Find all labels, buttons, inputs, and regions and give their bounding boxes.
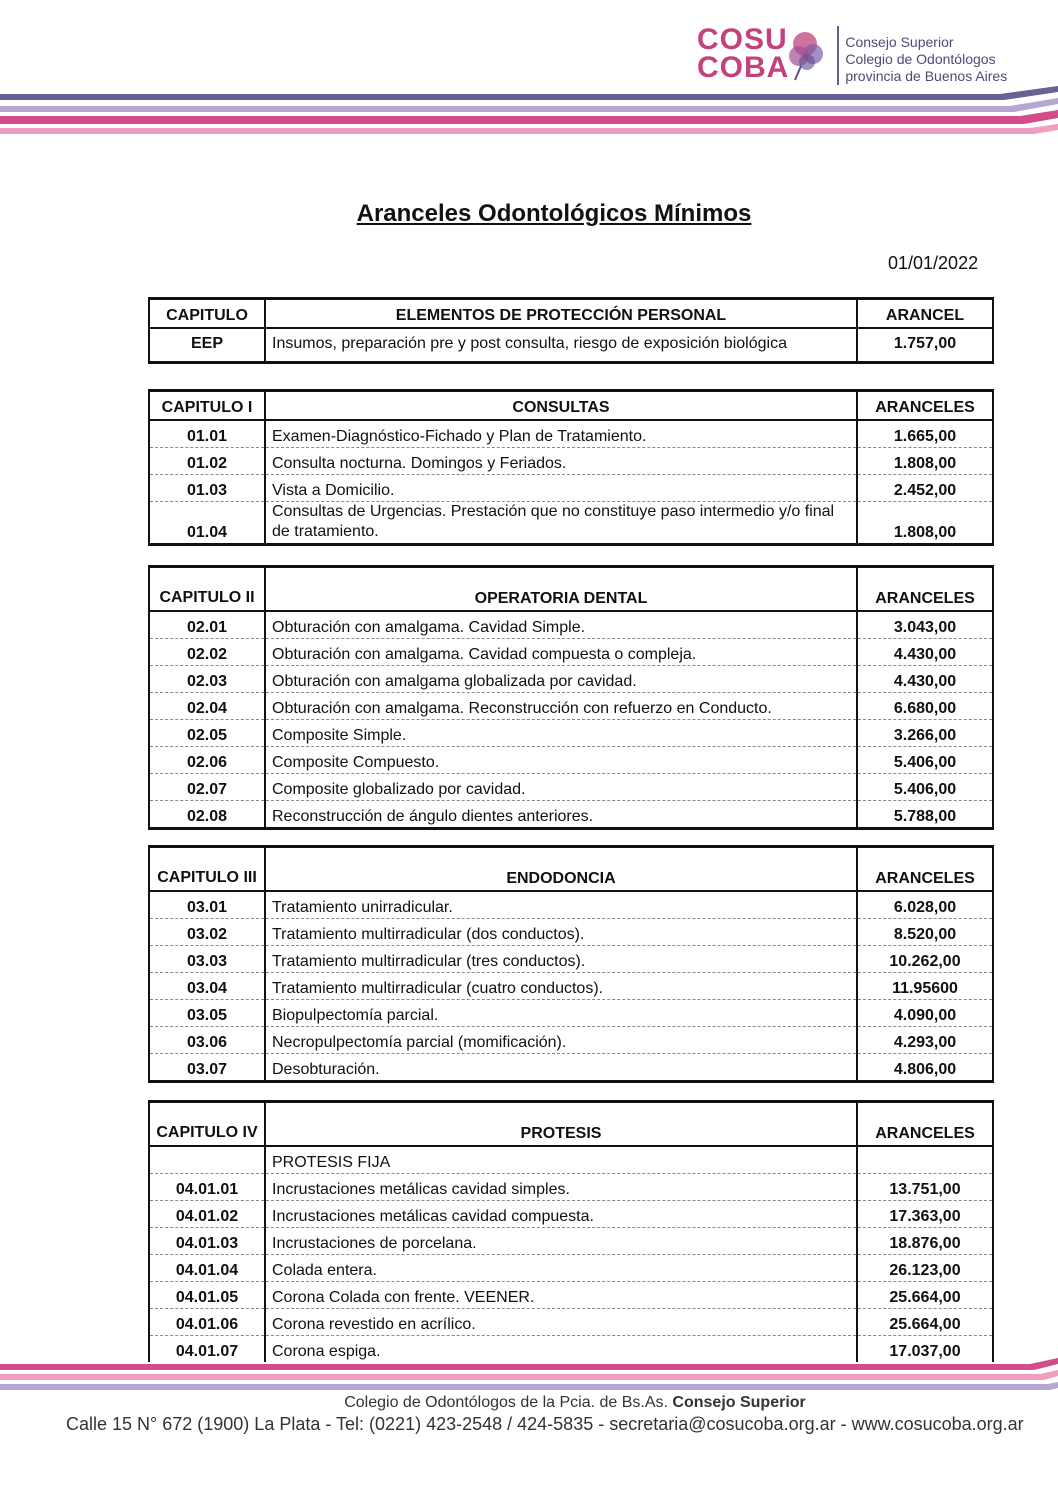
col-arancel: ARANCEL (857, 299, 993, 329)
table-row (149, 1281, 993, 1308)
row-description: Tratamiento multirradicular (dos conductos). (265, 918, 857, 945)
row-description: Tratamiento multirradicular (cuatro conductos). (265, 972, 857, 999)
logo-line2: COBA (697, 51, 790, 84)
row-description: Incrustaciones metálicas cavidad simples. (265, 1173, 857, 1200)
row-description: Tratamiento multirradicular (tres conductos). (265, 945, 857, 972)
col-arancel: ARANCELES (857, 391, 993, 421)
col-arancel: ARANCELES (857, 1102, 993, 1146)
col-arancel: ARANCELES (857, 567, 993, 611)
table-row (149, 1053, 993, 1081)
table-row (149, 638, 993, 665)
row-code: 02.02 (149, 638, 265, 665)
row-code: 03.02 (149, 918, 265, 945)
row-price: 6.028,00 (857, 891, 993, 919)
row-description: Composite globalizado por cavidad. (265, 773, 857, 800)
row-code: 02.03 (149, 665, 265, 692)
row-description: Obturación con amalgama. Cavidad compuesta o compleja. (265, 638, 857, 665)
row-price: 1.808,00 (857, 502, 993, 545)
subsection-title: PROTESIS FIJA (265, 1146, 857, 1174)
org-line3: provincia de Buenos Aires (845, 68, 1008, 84)
row-code: 03.06 (149, 1026, 265, 1053)
row-description: Reconstrucción de ángulo dientes anteriores. (265, 800, 857, 828)
col-capitulo: CAPITULO (149, 299, 265, 329)
row-description: Insumos, preparación pre y post consulta, riesgo de exposición biológica (265, 328, 857, 362)
col-capitulo: CAPITULO II (149, 567, 265, 611)
table-header (149, 299, 993, 329)
table-row (149, 665, 993, 692)
flower-icon (781, 26, 827, 82)
table-row (149, 692, 993, 719)
col-section-title: CONSULTAS (265, 391, 857, 421)
row-code: 04.01.03 (149, 1227, 265, 1254)
row-price: 1.808,00 (857, 448, 993, 475)
row-price: 13.751,00 (857, 1173, 993, 1200)
table-eep (148, 297, 994, 364)
table-row (149, 773, 993, 800)
row-price: 26.123,00 (857, 1254, 993, 1281)
row-description: Obturación con amalgama globalizada por cavidad. (265, 665, 857, 692)
table-row (149, 420, 993, 448)
row-price: 8.520,00 (857, 918, 993, 945)
row-code: 02.06 (149, 746, 265, 773)
table-row (149, 800, 993, 828)
row-code: 03.04 (149, 972, 265, 999)
table-row (149, 502, 993, 545)
table-subheader-row (149, 1146, 993, 1174)
table-row (149, 1227, 993, 1254)
row-price: 25.664,00 (857, 1281, 993, 1308)
row-description: Composite Compuesto. (265, 746, 857, 773)
table-row (149, 891, 993, 919)
row-price: 6.680,00 (857, 692, 993, 719)
row-price: 3.043,00 (857, 611, 993, 639)
row-description: Obturación con amalgama. Cavidad Simple. (265, 611, 857, 639)
row-price: 17.037,00 (857, 1335, 993, 1362)
row-code: 02.04 (149, 692, 265, 719)
table-header (149, 567, 993, 611)
footer-org-bold: Consejo Superior (672, 1394, 806, 1411)
row-price: 4.293,00 (857, 1026, 993, 1053)
row-description: Incrustaciones de porcelana. (265, 1227, 857, 1254)
row-code: 01.04 (149, 502, 265, 545)
row-description: Vista a Domicilio. (265, 475, 857, 502)
footer-org-prefix: Colegio de Odontólogos de la Pcia. de Bs.As. (344, 1394, 673, 1411)
row-code: 04.01.01 (149, 1173, 265, 1200)
col-capitulo: CAPITULO IV (149, 1102, 265, 1146)
table-header (149, 391, 993, 421)
org-line2: Colegio de Odontólogos (845, 51, 996, 67)
row-code: 02.07 (149, 773, 265, 800)
header-stripes (0, 80, 1058, 140)
col-capitulo: CAPITULO III (149, 847, 265, 891)
row-code: 04.01.05 (149, 1281, 265, 1308)
table-row (149, 611, 993, 639)
table-row (149, 945, 993, 972)
row-code: 03.05 (149, 999, 265, 1026)
row-price: 4.806,00 (857, 1053, 993, 1081)
table-row (149, 972, 993, 999)
organization-name (837, 26, 1007, 85)
row-price: 18.876,00 (857, 1227, 993, 1254)
row-description: Corona Colada con frente. VEENER. (265, 1281, 857, 1308)
footer-org-line (0, 1394, 1058, 1412)
table-row (149, 1173, 993, 1200)
row-code: 01.03 (149, 475, 265, 502)
row-description: Composite Simple. (265, 719, 857, 746)
row-description: Obturación con amalgama. Reconstrucción con refuerzo en Conducto. (265, 692, 857, 719)
row-code: 04.01.02 (149, 1200, 265, 1227)
row-price (857, 1146, 993, 1174)
row-code (149, 1146, 265, 1174)
logo-line1: COSU (697, 23, 788, 56)
col-section-title: OPERATORIA DENTAL (265, 567, 857, 611)
table-row (149, 448, 993, 475)
table-capitulo-4 (148, 1100, 994, 1362)
row-code: 02.08 (149, 800, 265, 828)
row-code: 01.01 (149, 420, 265, 448)
row-price: 5.406,00 (857, 773, 993, 800)
row-description: Consulta nocturna. Domingos y Feriados. (265, 448, 857, 475)
table-capitulo-3 (148, 845, 994, 1083)
document-date: 01/01/2022 (888, 253, 979, 273)
row-price: 4.430,00 (857, 665, 993, 692)
table-header (149, 1102, 993, 1146)
row-code: 04.01.06 (149, 1308, 265, 1335)
row-code: 02.01 (149, 611, 265, 639)
row-price: 25.664,00 (857, 1308, 993, 1335)
row-price: 4.090,00 (857, 999, 993, 1026)
row-price: 4.430,00 (857, 638, 993, 665)
row-price: 3.266,00 (857, 719, 993, 746)
row-code: 03.03 (149, 945, 265, 972)
footer-contact-line: Calle 15 N° 672 (1900) La Plata - Tel: (0221) 423-2548 / 424-5835 - secretaria@cosucoba.org.ar - www.cosucoba.org.ar (66, 1414, 1024, 1434)
table-row (149, 719, 993, 746)
table-row (149, 1200, 993, 1227)
table-row (149, 918, 993, 945)
table-row (149, 1026, 993, 1053)
row-description: Biopulpectomía parcial. (265, 999, 857, 1026)
row-description: Corona espiga. (265, 1335, 857, 1362)
row-code: EEP (149, 328, 265, 362)
row-price: 1.757,00 (857, 328, 993, 362)
row-price: 5.406,00 (857, 746, 993, 773)
table-header (149, 847, 993, 891)
row-price: 17.363,00 (857, 1200, 993, 1227)
row-description: Necropulpectomía parcial (momificación). (265, 1026, 857, 1053)
org-line1: Consejo Superior (845, 34, 954, 50)
row-price: 2.452,00 (857, 475, 993, 502)
row-price: 11.95600 (857, 972, 993, 999)
row-price: 10.262,00 (857, 945, 993, 972)
table-row (149, 746, 993, 773)
row-price: 1.665,00 (857, 420, 993, 448)
row-description: Corona revestido en acrílico. (265, 1308, 857, 1335)
row-price: 5.788,00 (857, 800, 993, 828)
table-capitulo-2 (148, 565, 994, 830)
row-description: Consultas de Urgencias. Prestación que no constituye paso intermedio y/o final de tratamiento. (265, 502, 857, 545)
footer-stripes (0, 1358, 1058, 1398)
col-section-title: ELEMENTOS DE PROTECCIÓN PERSONAL (265, 299, 857, 329)
row-description: Colada entera. (265, 1254, 857, 1281)
cosucoba-logo (697, 23, 1008, 85)
col-section-title: ENDODONCIA (265, 847, 857, 891)
row-description: Desobturación. (265, 1053, 857, 1081)
row-description: Examen-Diagnóstico-Fichado y Plan de Tratamiento. (265, 420, 857, 448)
table-row (149, 1254, 993, 1281)
row-code: 04.01.04 (149, 1254, 265, 1281)
table-row (149, 999, 993, 1026)
row-code: 03.07 (149, 1053, 265, 1081)
col-capitulo: CAPITULO I (149, 391, 265, 421)
row-code: 02.05 (149, 719, 265, 746)
table-row (149, 328, 993, 362)
row-code: 04.01.07 (149, 1335, 265, 1362)
table-row (149, 1308, 993, 1335)
logo-wordmark (697, 23, 790, 84)
row-code: 01.02 (149, 448, 265, 475)
table-capitulo-1 (148, 389, 994, 546)
row-description: Tratamiento unirradicular. (265, 891, 857, 919)
page-title: Aranceles Odontológicos Mínimos (356, 200, 752, 227)
row-description: Incrustaciones metálicas cavidad compuesta. (265, 1200, 857, 1227)
row-code: 03.01 (149, 891, 265, 919)
table-row (149, 475, 993, 502)
col-arancel: ARANCELES (857, 847, 993, 891)
col-section-title: PROTESIS (265, 1102, 857, 1146)
